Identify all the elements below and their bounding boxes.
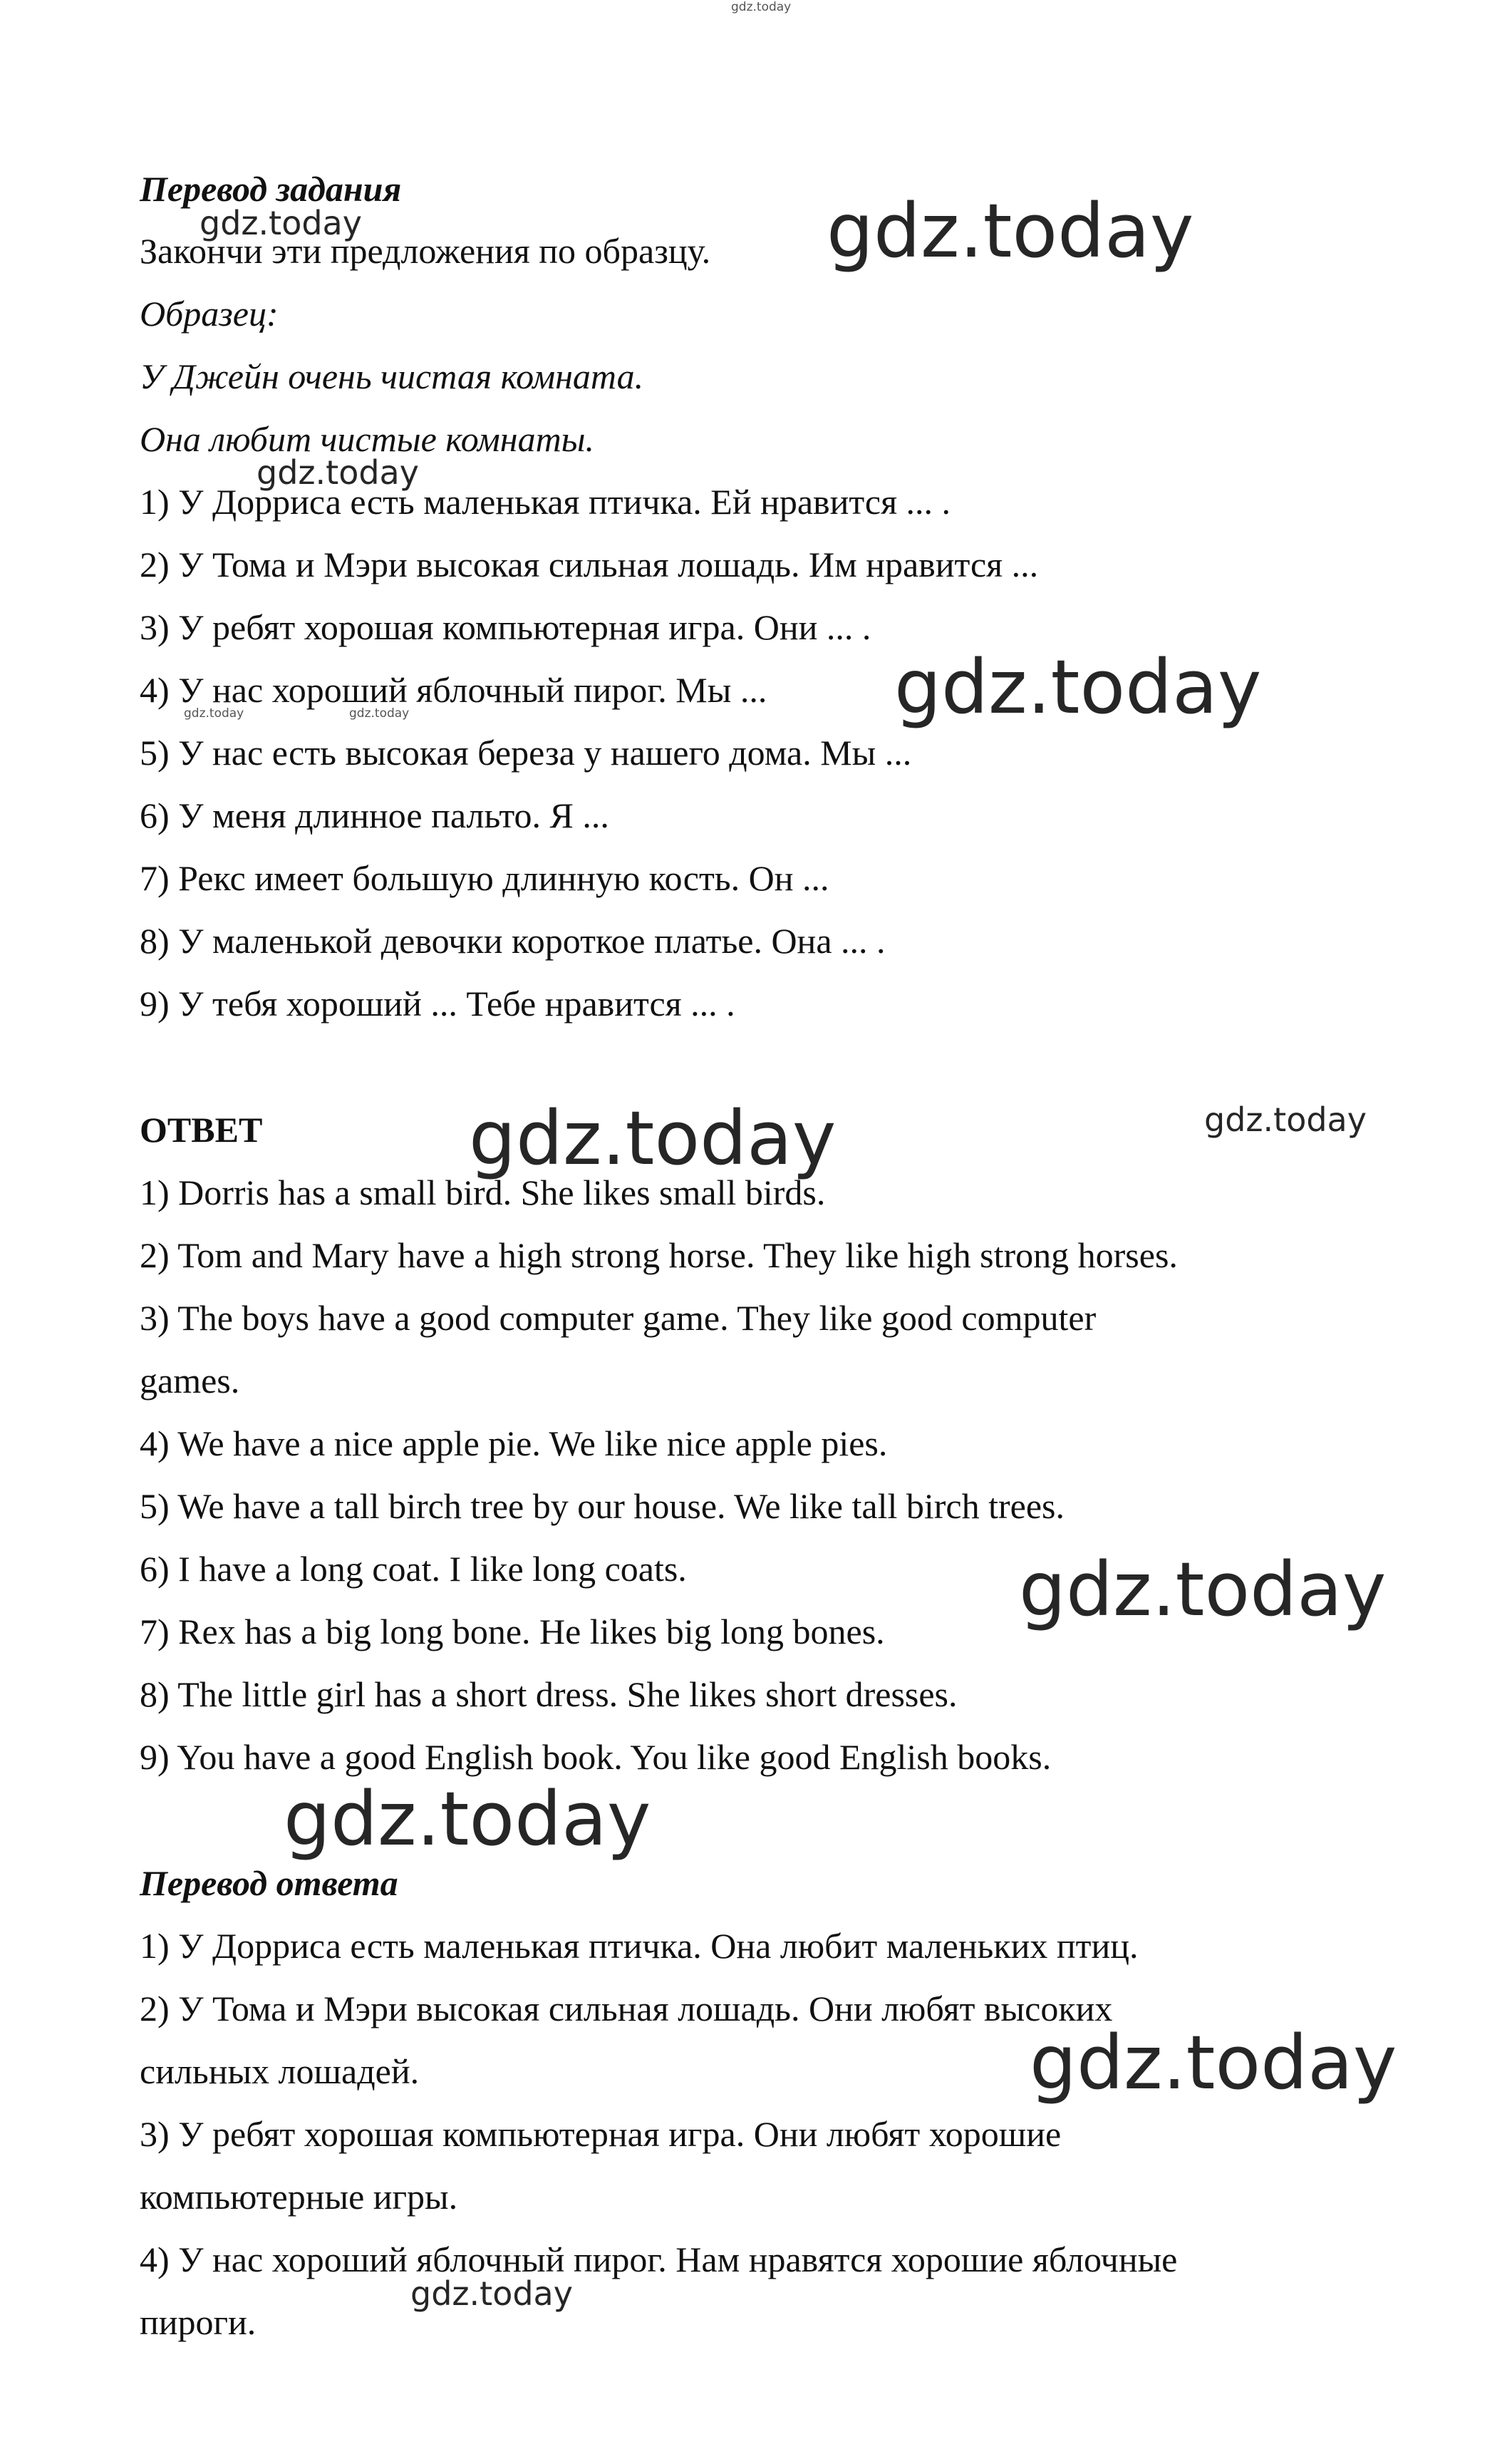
watermark: gdz.today bbox=[827, 187, 1194, 274]
answer-line: 8) The little girl has a short dress. She likes short dresses. bbox=[140, 1674, 958, 1714]
task-item: 7) Рекс имеет большую длинную кость. Он ... bbox=[140, 858, 829, 898]
watermark: gdz.today bbox=[894, 644, 1262, 731]
watermark: gdz.today bbox=[469, 1095, 837, 1182]
answer-line: 4) We have a nice apple pie. We like nice apple pies. bbox=[140, 1423, 888, 1463]
watermark: gdz.today bbox=[1030, 2019, 1397, 2106]
answer-line: 6) I have a long coat. I like long coats. bbox=[140, 1549, 687, 1589]
translation-line: компьютерные игры. bbox=[140, 2177, 458, 2217]
watermark: gdz.today bbox=[184, 706, 244, 721]
task-instruction: Закончи эти предложения по образцу. bbox=[140, 231, 711, 271]
translation-title: Перевод ответа bbox=[140, 1863, 398, 1903]
task-item: 2) У Тома и Мэри высокая сильная лошадь. Им нравится ... bbox=[140, 545, 1039, 584]
task-item: 3) У ребят хорошая компьютерная игра. Они ... . bbox=[140, 607, 871, 647]
answer-title: ОТВЕТ bbox=[140, 1110, 263, 1150]
watermark: gdz.today bbox=[1204, 1100, 1367, 1139]
answer-line: 2) Tom and Mary have a high strong horse. They like high strong horses. bbox=[140, 1235, 1178, 1275]
watermark: gdz.today bbox=[731, 0, 792, 14]
task-item: 4) У нас хороший яблочный пирог. Мы ... bbox=[140, 670, 767, 710]
translation-line: 1) У Дорриса есть маленькая птичка. Она любит маленьких птиц. bbox=[140, 1926, 1139, 1966]
answer-line: 3) The boys have a good computer game. They like good computer bbox=[140, 1298, 1097, 1338]
answer-line: 7) Rex has a big long bone. He likes big long bones. bbox=[140, 1612, 885, 1651]
task-item: 6) У меня длинное пальто. Я ... bbox=[140, 795, 609, 835]
watermark: gdz.today bbox=[257, 453, 419, 492]
task-item: 9) У тебя хороший ... Тебе нравится ... . bbox=[140, 984, 735, 1024]
watermark: gdz.today bbox=[349, 706, 410, 721]
translation-line: сильных лошадей. bbox=[140, 2051, 420, 2091]
answer-line: 5) We have a tall birch tree by our house. We like tall birch trees. bbox=[140, 1486, 1065, 1526]
answer-line: 9) You have a good English book. You like good English books. bbox=[140, 1737, 1052, 1777]
translation-line: 3) У ребят хорошая компьютерная игра. Они любят хорошие bbox=[140, 2114, 1062, 2154]
task-item: 1) У Дорриса есть маленькая птичка. Ей нравится ... . bbox=[140, 482, 951, 522]
sample-label: Образец: bbox=[140, 294, 279, 334]
task-item: 8) У маленькой девочки короткое платье. Она ... . bbox=[140, 921, 886, 961]
translation-line: 4) У нас хороший яблочный пирог. Нам нравятся хорошие яблочные bbox=[140, 2239, 1178, 2279]
sample-line: Она любит чистые комнаты. bbox=[140, 419, 595, 459]
task-item: 5) У нас есть высокая береза у нашего дома. Мы ... bbox=[140, 733, 912, 773]
answer-line: games. bbox=[140, 1361, 240, 1401]
watermark: gdz.today bbox=[200, 204, 362, 242]
sample-line: У Джейн очень чистая комната. bbox=[140, 356, 644, 396]
watermark: gdz.today bbox=[1019, 1546, 1387, 1633]
translation-line: 2) У Тома и Мэри высокая сильная лошадь. Они любят высоких bbox=[140, 1989, 1113, 2028]
translation-line: пироги. bbox=[140, 2302, 257, 2342]
answer-line: 1) Dorris has a small bird. She likes small birds. bbox=[140, 1172, 826, 1212]
watermark: gdz.today bbox=[284, 1775, 651, 1862]
watermark: gdz.today bbox=[410, 2274, 573, 2313]
task-title: Перевод задания bbox=[140, 169, 402, 209]
